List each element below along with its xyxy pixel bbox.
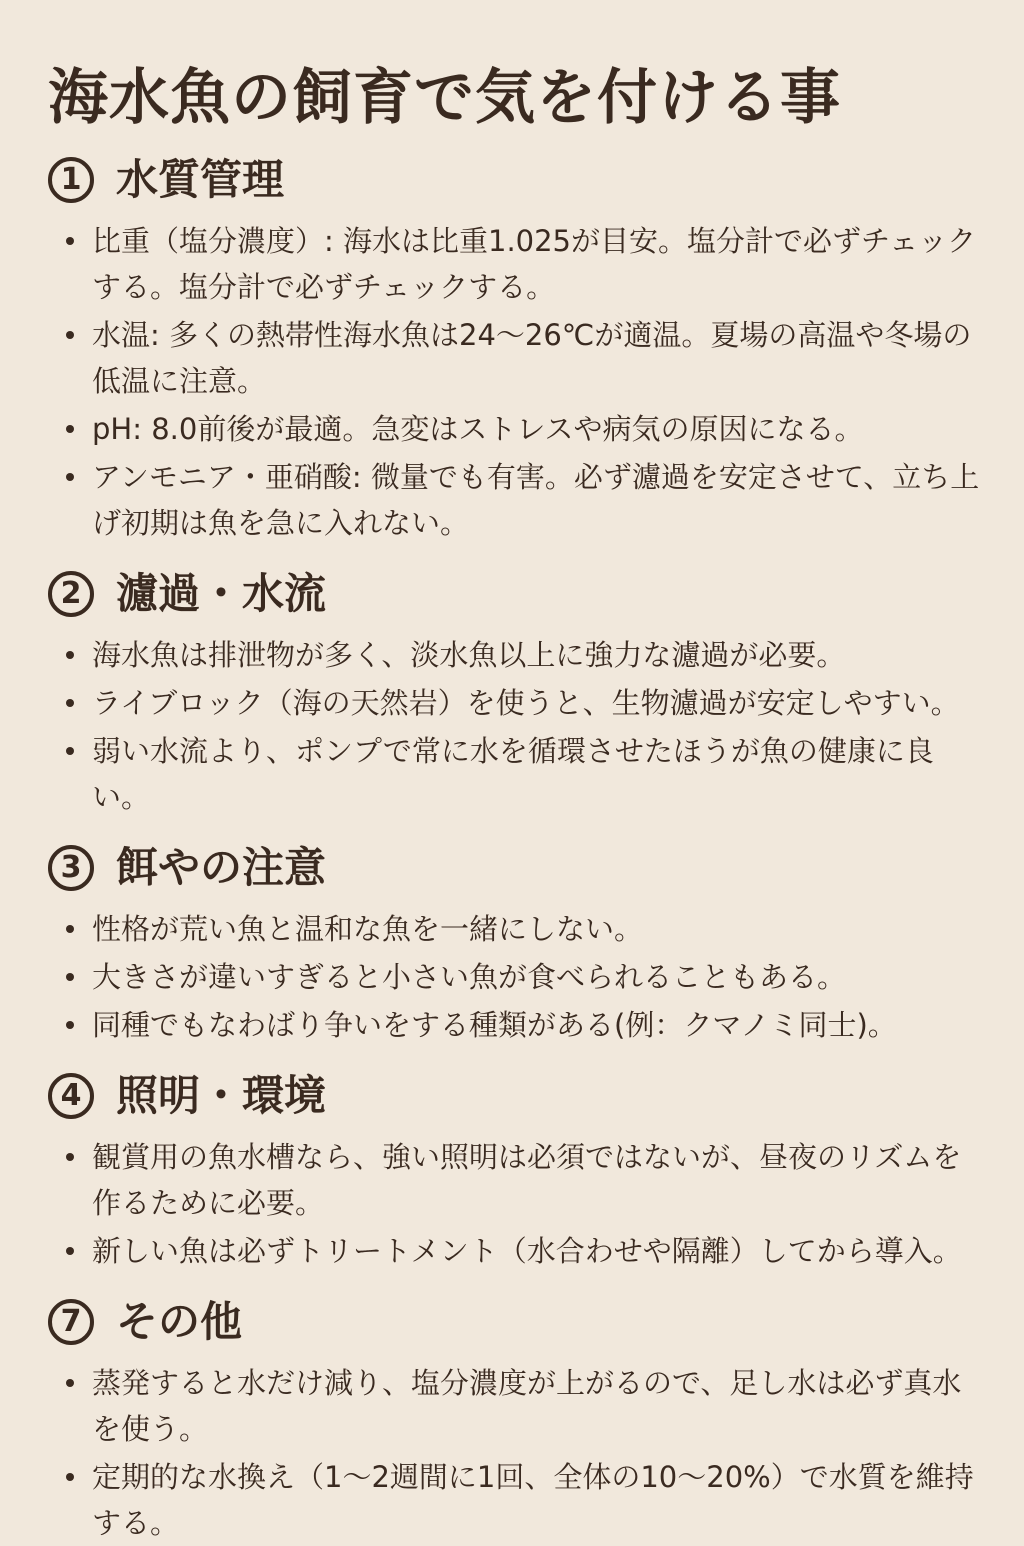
list-item-text: 蒸発すると水だけ減り、塩分濃度が上がるので、足し水は必ず真水を使う。 [92, 1366, 962, 1446]
list-item-text: 比重（塩分濃度）: 海水は比重1.025が目安。塩分計で必ずチェックする。塩分計で必ずチェックする。 [92, 224, 977, 304]
section-heading [48, 1294, 984, 1350]
bullet-dot-icon [66, 425, 74, 433]
bullet-dot-icon [66, 237, 74, 245]
list-item [48, 680, 984, 726]
bullet-list [48, 906, 984, 1048]
list-item [48, 312, 984, 404]
bullet-dot-icon [66, 1473, 74, 1481]
bullet-dot-icon [66, 651, 74, 659]
bullet-dot-icon [66, 1021, 74, 1029]
list-item-text: 新しい魚は必ずトリートメント（水合わせや隔離）してから導入。 [92, 1234, 962, 1268]
bullet-dot-icon [66, 473, 74, 481]
section-number-badge: 1 [48, 157, 94, 203]
list-item [48, 1134, 984, 1226]
list-item-text: アンモニア・亜硝酸: 微量でも有害。必ず濾過を安定させて、立ち上げ初期は魚を急に入れない。 [92, 460, 980, 540]
list-item-text: 水温: 多くの熱帯性海水魚は24〜26℃が適温。夏場の高温や冬場の低温に注意。 [92, 318, 972, 398]
list-item [48, 406, 984, 452]
list-item [48, 906, 984, 952]
section-lighting [48, 1068, 984, 1274]
section-title: 水質管理 [116, 155, 285, 204]
bullet-list [48, 1360, 984, 1546]
list-item-text: ライブロック（海の天然岩）を使うと、生物濾過が安定しやすい。 [92, 686, 960, 720]
section-title: 照明・環境 [116, 1071, 327, 1120]
list-item [48, 1360, 984, 1452]
bullet-dot-icon [66, 973, 74, 981]
section-feeding [48, 840, 984, 1048]
list-item-text: 性格が荒い魚と温和な魚を一緒にしない。 [92, 912, 644, 946]
section-number-badge: 2 [48, 571, 94, 617]
list-item [48, 454, 984, 546]
bullet-list [48, 632, 984, 820]
section-title: 餌やの注意 [116, 843, 327, 892]
list-item-text: 弱い水流より、ポンプで常に水を循環させたほうが魚の健康に良い。 [92, 734, 934, 814]
list-item-text: pH: 8.0前後が最適。急変はストレスや病気の原因になる。 [92, 412, 864, 446]
list-item-text: 観賞用の魚水槽なら、強い照明は必須ではないが、昼夜のリズムを作るために必要。 [92, 1140, 962, 1220]
section-water-quality [48, 152, 984, 546]
bullet-list [48, 218, 984, 546]
list-item [48, 632, 984, 678]
section-heading [48, 566, 984, 622]
section-heading [48, 152, 984, 208]
bullet-dot-icon [66, 699, 74, 707]
section-number-badge: 7 [48, 1299, 94, 1345]
list-item [48, 1002, 984, 1048]
list-item [48, 954, 984, 1000]
section-heading [48, 840, 984, 896]
bullet-dot-icon [66, 1247, 74, 1255]
list-item-text: 同種でもなわばり争いをする種類がある(例：クマノミ同士)。 [92, 1008, 897, 1042]
section-number-badge: 4 [48, 1073, 94, 1119]
bullet-dot-icon [66, 747, 74, 755]
section-title: 濾過・水流 [116, 569, 327, 618]
bullet-dot-icon [66, 1153, 74, 1161]
page-title: 海水魚の飼育で気を付ける事 [48, 63, 841, 133]
bullet-dot-icon [66, 1379, 74, 1387]
list-item [48, 1228, 984, 1274]
list-item [48, 728, 984, 820]
list-item-text: 大きさが違いすぎると小さい魚が食べられることもある。 [92, 960, 847, 994]
bullet-list [48, 1134, 984, 1274]
bullet-dot-icon [66, 331, 74, 339]
list-item [48, 218, 984, 310]
section-heading [48, 1068, 984, 1124]
section-other [48, 1294, 984, 1546]
bullet-dot-icon [66, 925, 74, 933]
list-item-text: 定期的な水換え（1〜2週間に1回、全体の10〜20%）で水質を維持する。 [92, 1460, 974, 1540]
list-item [48, 1454, 984, 1546]
list-item-text: 海水魚は排泄物が多く、淡水魚以上に強力な濾過が必要。 [92, 638, 846, 672]
section-filtration [48, 566, 984, 820]
section-title: その他 [116, 1297, 243, 1346]
section-number-badge: 3 [48, 845, 94, 891]
